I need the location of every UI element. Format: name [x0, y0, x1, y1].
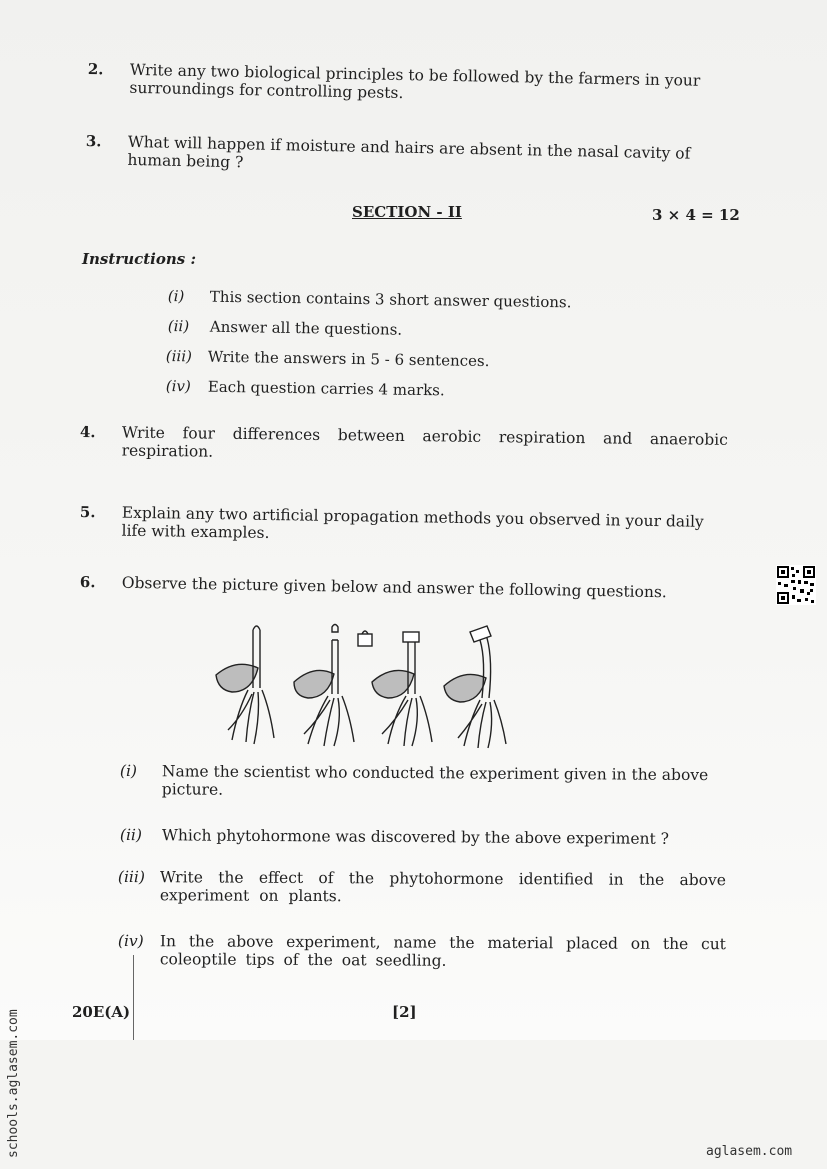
question-text: Write any two biological principles to be followed by the farmers in your surroundings for controlling pests. [129, 60, 701, 103]
sub-question-numeral: (i) [119, 762, 138, 781]
instruction-numeral: (i) [167, 287, 185, 306]
seedling-intact-tip [216, 626, 274, 744]
sub-question-numeral: (iv) [117, 932, 144, 951]
instruction-numeral: (iii) [165, 347, 193, 366]
sub-question-text: In the above experiment, name the material placed on the cut coleoptile tips of the oat seedling. [159, 932, 726, 970]
instruction-numeral: (iv) [165, 377, 191, 396]
instruction-text: Each question carries 4 marks. [207, 377, 445, 400]
question-text: Write four differences between aerobic respiration and anaerobic respiration. [121, 423, 728, 461]
instructions-heading: Instructions : [82, 250, 196, 268]
instruction-text: Write the answers in 5 - 6 sentences. [207, 347, 490, 371]
sub-question-text: Write the effect of the phytohormone identified in the above experiment on plants. [159, 868, 726, 906]
section-marks: 3 × 4 = 12 [652, 206, 740, 224]
question-number: 3. [85, 132, 102, 151]
sub-question-numeral: (ii) [119, 826, 143, 845]
bottom-right-watermark: aglasem.com [706, 1144, 793, 1159]
question-text: What will happen if moisture and hairs are absent in the nasal cavity of human being ? [127, 132, 691, 172]
question-number: 2. [87, 60, 104, 79]
instruction-numeral: (ii) [167, 317, 190, 336]
instruction-text: This section contains 3 short answer questions. [209, 287, 572, 312]
side-watermark: schools.aglasem.com [6, 1009, 21, 1158]
oat-coleoptile-experiment-figure [208, 620, 516, 750]
page-number: [2] [392, 1003, 417, 1021]
question-text: Explain any two artificial propagation methods you observed in your daily life with examples. [121, 503, 704, 542]
question-number: 6. [79, 573, 96, 592]
seedling-tip-removed [294, 625, 354, 747]
section-title: SECTION - II [352, 203, 462, 221]
instruction-text: Answer all the questions. [209, 317, 403, 339]
sub-question-text: Which phytohormone was discovered by the above experiment ? [161, 826, 670, 848]
sub-question-text: Name the scientist who conducted the experiment given in the above picture. [161, 762, 709, 799]
tip-on-agar-block [358, 631, 372, 646]
seedling-agar-block [372, 632, 432, 746]
seedling-bending [444, 626, 506, 748]
qr-code-icon [776, 565, 816, 605]
question-number: 5. [79, 503, 96, 522]
sub-question-numeral: (iii) [117, 868, 145, 887]
paper-code: 20E(A) [72, 1003, 131, 1021]
question-text: Observe the picture given below and answer the following questions. [121, 573, 667, 602]
binding-margin-line [133, 955, 134, 1040]
question-number: 4. [79, 423, 96, 442]
